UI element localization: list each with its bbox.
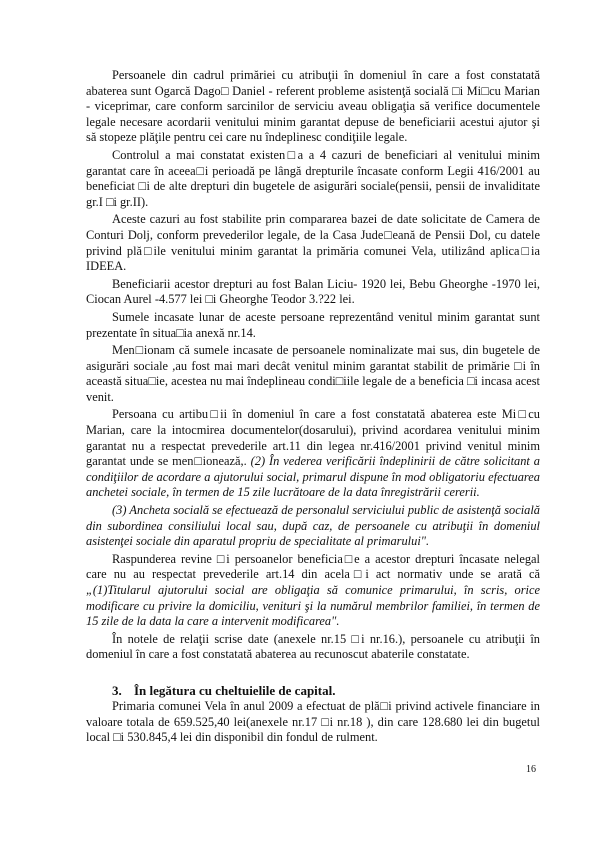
responsibility-intro-text: Raspunderea revine □i persoanelor beneficia□e a acestor drepturi încasate nelegal care nu au respectat prevederile art.14 din acela□i act normativ unde se arată că (86, 551, 540, 582)
art11-intro-text: Persoana cu artibu□ii în domeniul în care a fost constatată abaterea este Mi□cu Marian, care la intocmirea documentelor(dosarului), privind acordarea venitului minim garantat nu a respectat prevederile art.11 din legea nr.416/2001 privind venitul minim garantat unde se men□ionează,. (86, 407, 540, 469)
paragraph-responsible-persons: Persoanele din cadrul primăriei cu atribuţii în domeniul în care a fost constatată abaterea sunt Ogarcă Dago□ Daniel - referent probleme asistenţă socială □i Mi□cu Marian - viceprimar, care conform sarcinilor de serviciu aveau obligaţia să verifice documentele legale necesare acordarii venitului minim garantat depuse de beneficiarii acestui ajutor şi să stopeze plăţile pentru cei care nu îndeplinesc condiţiile legale. (86, 68, 540, 145)
section-heading (112, 683, 540, 699)
paragraph-responsibility (86, 552, 540, 630)
paragraph-database-comparison: Aceste cazuri au fost stabilite prin compararea bazei de date solicitate de Camera de Conturi Dolj, conform prevederilor legale, de la Casa Jude□eană de Pensii Dol, cu datele privind plă□ile venitului minim garantat la primăria comunei Vela, utilizând aplica□ia IDEEA. (86, 212, 540, 274)
paragraph-mention: Men□ionam că sumele incasate de persoanele nominalizate mai sus, din bugetele de asigurări sociale ,au fost mai mari decât venitul minim garantat stabilit de primărie □i în această situa□ie, acestea nu mai îndeplineau condi□iile legale de a beneficia □i incasa acest venit. (86, 343, 540, 404)
art14-quote-text: „(1)Titularul ajutorului social are obligaţia să comunice primarului, în scris, orice modificare cu privire la domiciliu, venituri şi la numărul membrilor familiei, în termen de 15 zile de la data la care a intervenit modificarea". (86, 583, 540, 629)
section-number: 3. (112, 682, 122, 698)
page-number: 16 (526, 764, 536, 775)
paragraph-relation-notes: În notele de relaţii scrise date (anexele nr.15 □i nr.16.), persoanele cu atribuţii în domeniul în care a fost constatată abaterea au recunoscut abaterile constatate. (86, 631, 540, 662)
paragraph-beneficiaries: Beneficiarii acestor drepturi au fost Balan Liciu- 1920 lei, Bebu Gheorghe -1970 lei, Ciocan Aurel -4.577 lei □i Gheorghe Teodor 3.?22 lei. (86, 276, 540, 307)
art11-quote-text: (2) În vederea verificării îndeplinirii de către solicitant a condiţiilor de acordare a ajutorului social, primarul dispune în mod obligatoriu efectuarea anchetei sociale, în termen de 15 zile lucrătoare de la data înregistrării cererii. (86, 454, 541, 500)
paragraph-capital-payments: Primaria comunei Vela în anul 2009 a efectuat de plă□i privind activele financiare in valoare totala de 659.525,40 lei(anexele nr.17 □i nr.18 ), din care 128.680 lei din bugetul local □i 530.845,4 lei din disponibil din fondul de rulment. (86, 698, 540, 745)
paragraph-art11-clause3 (86, 503, 540, 550)
section-title: În legătura cu cheltuielile de capital. (134, 682, 336, 698)
paragraph-art11 (86, 407, 540, 501)
paragraph-control-cases: Controlul a mai constatat existen□a a 4 cazuri de beneficiari al venitului minim garantat care în aceea□i perioadă pe lângă drepturile încasate conform Legii 416/2001 au beneficiat □i de alte drepturi din bugetele de asigurări sociale(pensii, pensii de invaliditate gr.I □i gr.II). (86, 147, 540, 209)
clause3-quote-text: (3) Ancheta socială se efectuează de personalul serviciului public de asistenţă socială din subordinea consiliului local sau, după caz, de persoanele cu atribuţii în domeniul asistenţei sociale din aparatul propriu de specialitate al primarului". (86, 503, 540, 549)
paragraph-monthly-sums: Sumele incasate lunar de aceste persoane reprezentând venitul minim garantat sunt prezentate în situa□ia anexă nr.14. (86, 309, 540, 340)
